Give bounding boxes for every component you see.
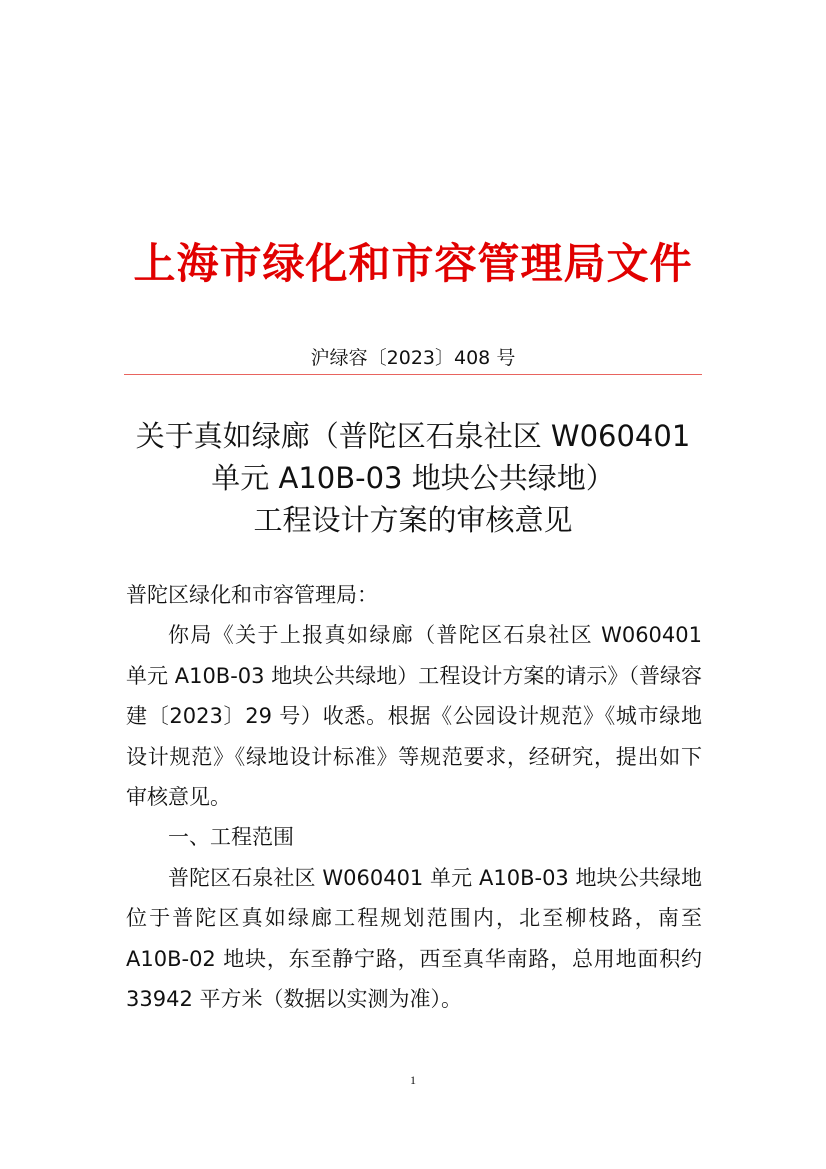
document-title: [100, 415, 726, 541]
page-number: 1: [410, 1073, 416, 1087]
document-body: [126, 575, 702, 1019]
title-line-1: 关于真如绿廊（普陀区石泉社区 W060401: [135, 419, 691, 453]
title-line-3: 工程设计方案的审核意见: [253, 503, 573, 537]
masthead-title: 上海市绿化和市容管理局文件: [133, 239, 693, 288]
title-line-2: 单元 A10B-03 地块公共绿地）: [211, 461, 615, 495]
body-paragraph-2: 普陀区石泉社区 W060401 单元 A10B-03 地块公共绿地位于普陀区真如绿廊工程规划范围内，北至柳枝路，南至 A10B-02 地块，东至静宁路，西至真华南路，总用地面积约 33942 平方米（数据以实测为准）。: [126, 865, 702, 1012]
body-paragraph-1: 你局《关于上报真如绿廊（普陀区石泉社区 W060401 单元 A10B-03 地块公共绿地）工程设计方案的请示》（普绿容建〔2023〕29 号）收悉。根据《公园设计规范》《城市绿地设计规范》《绿地设计标准》等规范要求，经研究，提出如下审核意见。: [126, 623, 702, 810]
red-divider-line: [124, 374, 702, 375]
addressee: 普陀区绿化和市容管理局：: [126, 583, 378, 607]
document-number: 沪绿容〔2023〕408 号: [310, 347, 516, 369]
section-heading-scope: 一、工程范围: [168, 825, 294, 850]
